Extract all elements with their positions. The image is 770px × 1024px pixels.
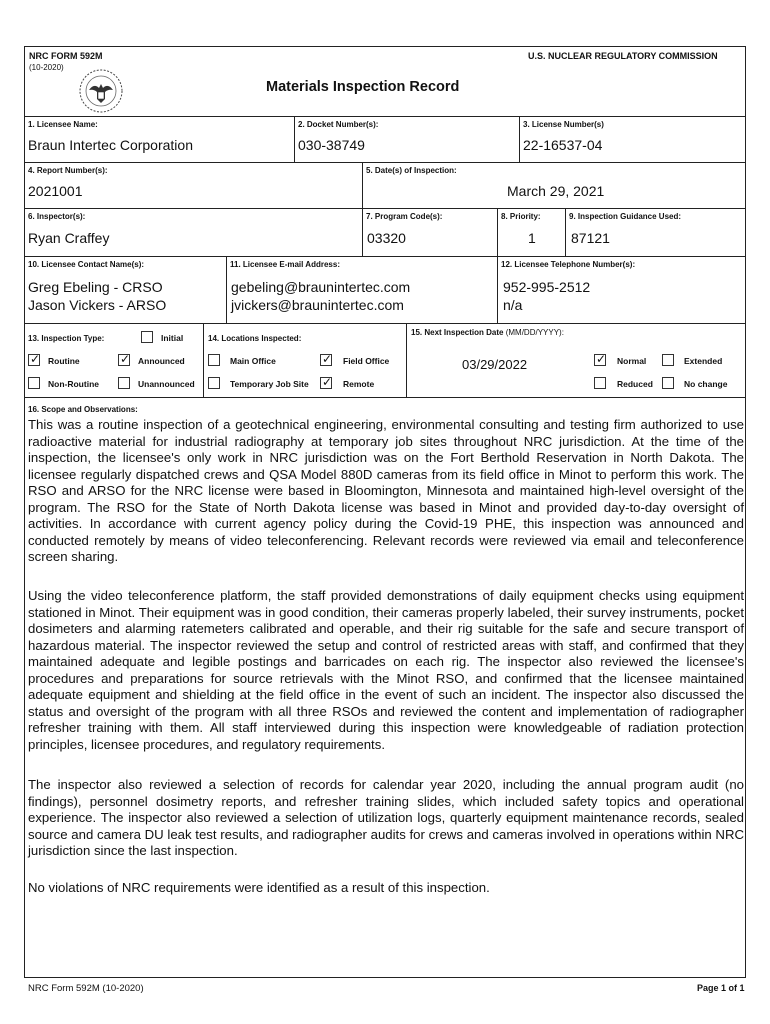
scope-paragraph-3: The inspector also reviewed a selection of records for calendar year 2020, including the annual program audit (no findings), personnel dosimetry reports, and refresher training slides, which included safety topics and operational experience. The inspector also reviewed a selection of utilization logs, quarterly equipment maintenance records, sealed source and camera DU leak test results, and radiographer audits for crews and cameras involved in operations within NRC jurisdiction since the last inspection. [28, 777, 744, 858]
report-numbers-label: 4. Report Number(s): [28, 166, 108, 175]
phone-1: 952-995-2512 [503, 279, 591, 295]
extended-checkbox[interactable] [662, 354, 674, 366]
unannounced-label: Unannounced [138, 379, 195, 389]
form-title: Materials Inspection Record [266, 79, 460, 95]
next-inspection-date: 03/29/2022 [462, 357, 528, 372]
locations-label: 14. Locations Inspected: [208, 334, 302, 343]
check-icon: ✓ [322, 375, 333, 389]
field-office-checkbox[interactable] [320, 354, 332, 366]
next-inspection-format: (MM/DD/YYYY): [505, 328, 564, 337]
unannounced-checkbox[interactable] [118, 377, 130, 389]
inspection-dates-label: 5. Date(s) of Inspection: [366, 166, 457, 175]
phones-label: 12. Licensee Telephone Number(s): [501, 260, 636, 269]
docket-numbers-value: 030-38749 [298, 137, 365, 153]
extended-label: Extended [684, 356, 723, 366]
inspectors-value: Ryan Craffey [28, 230, 110, 246]
inspection-type-label: 13. Inspection Type: [28, 334, 105, 343]
nrc-seal [78, 68, 124, 114]
routine-checkbox[interactable] [28, 354, 40, 366]
normal-label: Normal [617, 356, 647, 366]
reduced-label: Reduced [617, 379, 653, 389]
announced-label: Announced [138, 356, 185, 366]
scope-paragraph-2: Using the video teleconference platform, the staff provided demonstrations of daily equipment checks using equipment stationed in Minot. Their equipment was in good condition, their cameras properly labeled, their survey instruments, pocket dosimeters and alarming ratemeters calibrated and operable, and their rig suitable for the safe and secure transport of hazardous material. The inspector reviewed the setup and control of restricted areas with staff, and confirmed that they maintained adequate and legible postings and barricades on each rig. The inspector also reviewed the licensee's procedures and preparations for source retrievals with the Minot RSO, and confirmed that the licensee maintained adequate equipment and shielding at the field office in the event of such an incident. The inspector also discussed the status and oversight of the program with all three RSOs and reviewed the content and implementation of radiographer refresher training with them. All staff interviewed during this inspection were knowledgeable of radiation protection principles, licensee procedures, and regulatory requirements. [28, 588, 744, 752]
scope-paragraph-4: No violations of NRC requirements were identified as a result of this inspection. [28, 880, 490, 895]
priority-value: 1 [528, 230, 536, 246]
form-date: (10-2020) [29, 63, 64, 72]
licensee-name-label: 1. Licensee Name: [28, 120, 98, 129]
emails-label: 11. Licensee E-mail Address: [230, 260, 340, 269]
agency-name: U.S. NUCLEAR REGULATORY COMMISSION [528, 51, 718, 61]
no-change-label: No change [684, 379, 728, 389]
initial-checkbox[interactable] [141, 331, 153, 343]
check-icon: ✓ [30, 352, 41, 366]
temporary-job-site-checkbox[interactable] [208, 377, 220, 389]
contact-names-label: 10. Licensee Contact Name(s): [28, 260, 145, 269]
main-office-checkbox[interactable] [208, 354, 220, 366]
inspectors-label: 6. Inspector(s): [28, 212, 86, 221]
program-codes-value: 03320 [367, 230, 406, 246]
email-2: jvickers@braunintertec.com [231, 297, 404, 313]
reduced-checkbox[interactable] [594, 377, 606, 389]
remote-checkbox[interactable] [320, 377, 332, 389]
phone-2: n/a [503, 297, 523, 313]
form-id: NRC FORM 592M [29, 51, 103, 61]
scope-paragraph-1: This was a routine inspection of a geotechnical engineering, environmental consulting and testing firm authorized to use radioactive material for industrial radiography at temporary job sites throughout NRC jurisdiction. At the time of the inspection, the licensee's only work in NRC jurisdiction was on the Fort Berthold Reservation in North Dakota. The licensee regularly dispatched crews and QSA Model 880D cameras from its field office in Minot to perform this work. The RSO and ARSO for the NRC license were based in Bloomington, Minnesota and maintained high-level oversight of the program. The RSO for the State of North Dakota license was based in Minot and provided day-to-day oversight of activities. In accordance with current agency policy during the Covid-19 PHE, this inspection was announced and conducted remotely by means of video teleconferencing. Relevant records were reviewed via email and teleconference screen sharing. [28, 417, 744, 564]
guidance-value: 87121 [571, 230, 610, 246]
check-icon: ✓ [596, 352, 607, 366]
guidance-label: 9. Inspection Guidance Used: [569, 212, 682, 221]
priority-label: 8. Priority: [501, 212, 541, 221]
announced-checkbox[interactable] [118, 354, 130, 366]
non-routine-checkbox[interactable] [28, 377, 40, 389]
contact-name-2: Jason Vickers - ARSO [28, 297, 167, 313]
next-inspection-label-text: 15. Next Inspection Date [411, 328, 504, 337]
normal-checkbox[interactable] [594, 354, 606, 366]
scope-label: 16. Scope and Observations: [28, 405, 138, 414]
footer-page-number: Page 1 of 1 [697, 983, 745, 993]
remote-label: Remote [343, 379, 375, 389]
docket-numbers-label: 2. Docket Number(s): [298, 120, 379, 129]
license-numbers-value: 22-16537-04 [523, 137, 603, 153]
check-icon: ✓ [120, 352, 131, 366]
check-icon: ✓ [322, 352, 333, 366]
contact-name-1: Greg Ebeling - CRSO [28, 279, 163, 295]
inspection-dates-value: March 29, 2021 [507, 183, 605, 199]
email-1: gebeling@braunintertec.com [231, 279, 411, 295]
field-office-label: Field Office [343, 356, 390, 366]
no-change-checkbox[interactable] [662, 377, 674, 389]
report-numbers-value: 2021001 [28, 183, 83, 199]
footer-form-label: NRC Form 592M (10-2020) [28, 983, 144, 994]
non-routine-label: Non-Routine [48, 379, 99, 389]
temporary-job-site-label: Temporary Job Site [230, 379, 309, 389]
next-inspection-label [411, 328, 564, 337]
license-numbers-label: 3. License Number(s) [523, 120, 604, 129]
program-codes-label: 7. Program Code(s): [366, 212, 443, 221]
initial-label: Initial [161, 333, 184, 343]
main-office-label: Main Office [230, 356, 276, 366]
licensee-name-value: Braun Intertec Corporation [28, 137, 193, 153]
routine-label: Routine [48, 356, 80, 366]
